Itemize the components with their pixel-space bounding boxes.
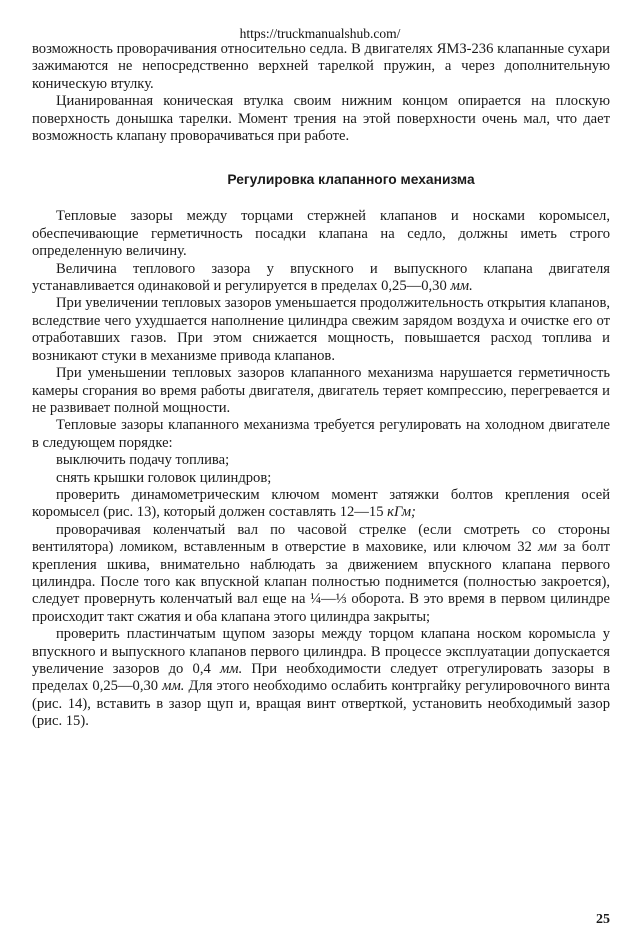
gap-value-text: Величина теплового зазора у впускного и выпускного клапана двигателя устанавливается одинаковой и регулируется в пределах 0,25—0,30 (32, 260, 610, 295)
rotate-text-a: проворачивая коленчатый вал по часовой стрелке (если смотреть со стороны вентилятора) ломиком, вставленным в отверстие в маховике, или ключом 32 (32, 521, 610, 556)
step-rotate-crankshaft (32, 522, 610, 626)
step-check-torque (32, 487, 610, 522)
section-heading: Регулировка клапанного механизма (227, 172, 475, 188)
step-check-feeler (32, 626, 610, 730)
page-number: 25 (596, 912, 610, 927)
paragraph-gap-decrease: При уменьшении тепловых зазоров клапанного механизма нарушается герметичность камеры сгорания во время работы двигателя, двигатель теряет компрессию, перегревается и не развивает полной мощности. (32, 365, 610, 416)
paragraph-thermal-gaps: Тепловые зазоры между торцами стержней клапанов и носками коромысел, обеспечивающие герметичность посадки клапана на седло, должны иметь строго определенную величину. (32, 208, 610, 260)
source-url-watermark[interactable]: https://truckmanualshub.com/ (239, 26, 401, 41)
step-remove-covers: снять крышки головок цилиндров; (56, 469, 272, 486)
feeler-text-a: проверить пластинчатым щупом зазоры между торцом клапана носком коромысла у впускного и выпускного клапанов первого цилиндра. В процессе эксплуатации допускается увеличение зазоров до 0,4 (32, 626, 610, 677)
paragraph-gap-increase: При увеличении тепловых зазоров уменьшается продолжительность открытия клапанов, вследствие чего ухудшается наполнение цилиндра свежим зарядом воздуха и очистке его от отработавших газов. При этом снижается мощность, повышается расход топлива и возникают стуки в механизме привода клапанов. (32, 295, 610, 364)
step-fuel-off: выключить подачу топлива; (56, 452, 230, 469)
page-body (32, 41, 610, 731)
bushing-paragraph: Цианированная коническая втулка своим нижним концом опирается на плоскую поверхность донышка тарелки. Момент трения на этой поверхности очень мал, что дает возможность клапану проворачиваться при работе. (32, 93, 610, 145)
continued-paragraph: возможность проворачивания относительно седла. В двигателях ЯМЗ-236 клапанные сухари зажимаются не непосредственно верхней тарелкой пружин, а через дополнительную коническую втулку. (32, 41, 610, 92)
torque-text: проверить динамометрическим ключом момент затяжки болтов крепления осей коромысел (рис. 13), который должен составлять 12—15 (32, 486, 610, 521)
unit-mm: мм. (450, 278, 473, 295)
paragraph-gap-value (32, 261, 610, 296)
unit-mm: мм. (219, 661, 243, 677)
unit-mm: мм. (162, 678, 185, 695)
paragraph-procedure-intro: Тепловые зазоры клапанного механизма требуется регулировать на холодном двигателе в следующем порядке: (32, 417, 610, 451)
unit-mm: мм (538, 539, 557, 556)
rotate-text-b: за болт крепления шкива, внимательно наблюдать за движением впускного клапана первого цилиндра. После того как впускной клапан полностью поднимется (полностью закроется), следует провернуть коленчатый вал еще на ¼—⅓ оборота. В это время в первом цилиндре происходит такт сжатия и оба клапана этого цилиндра закрыты; (32, 539, 610, 625)
book-page (24, 0, 616, 952)
unit-kgm: кГм; (387, 504, 416, 521)
feeler-text-c: Для этого необходимо ослабить контргайку регулировочного винта (рис. 14), вставить в зазор щуп и, вращая винт отверткой, установить необходимый зазор (рис. 15). (32, 678, 610, 730)
feeler-text-b: При необходимости следует отрегулировать зазоры в пределах 0,25—0,30 (32, 661, 610, 695)
